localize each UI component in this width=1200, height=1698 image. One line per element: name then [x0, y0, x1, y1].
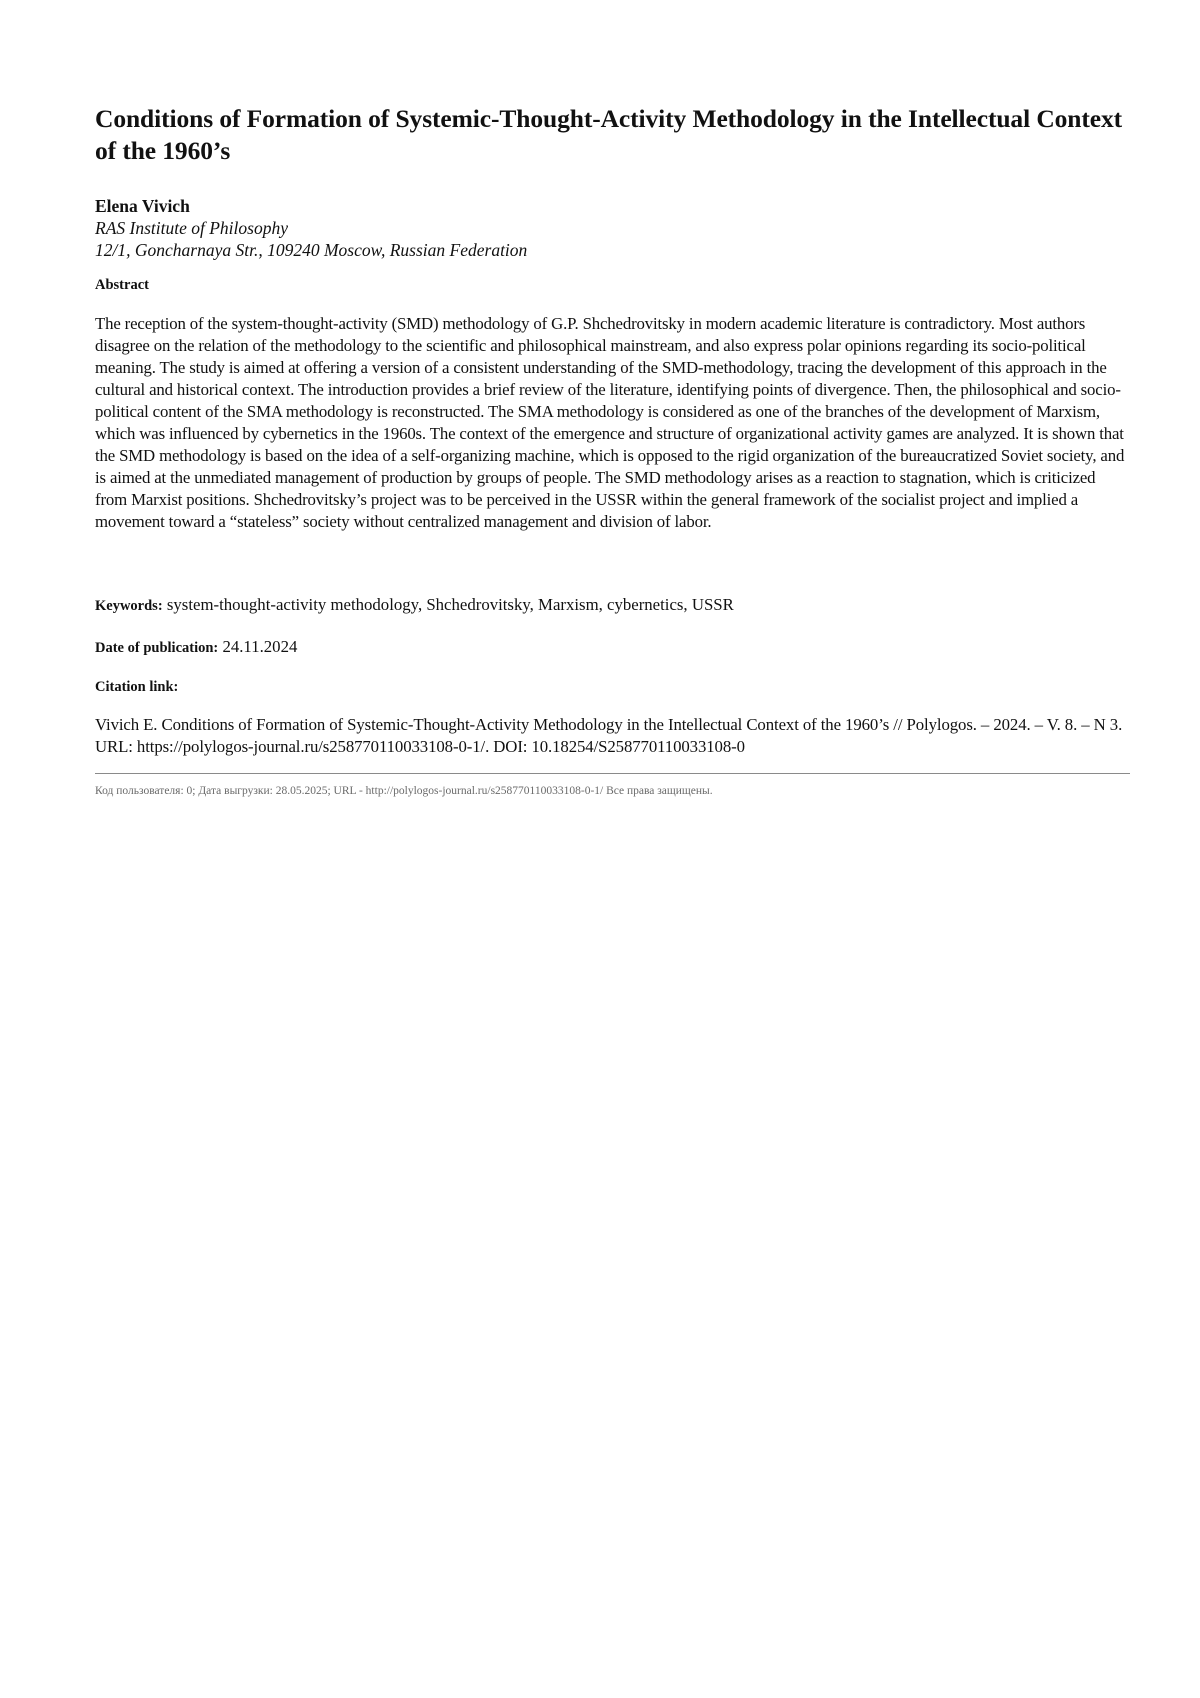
footer-divider	[95, 773, 1130, 774]
author-block	[95, 195, 1130, 261]
article-title: Conditions of Formation of Systemic-Thought-Activity Methodology in the Intellectual Context of the 1960’s	[95, 104, 1123, 165]
keywords-label: Keywords:	[95, 598, 163, 614]
keywords-value: system-thought-activity methodology, Shchedrovitsky, Marxism, cybernetics, USSR	[166, 595, 734, 614]
abstract-text: The reception of the system-thought-activity (SMD) methodology of G.P. Shchedrovitsky in modern academic literature is contradictory. Most authors disagree on the relation of the methodology to the scientific and philosophical mainstream, and also express polar opinions regarding its socio-political meaning. The study is aimed at offering a version of a consistent understanding of the SMD-methodology, tracing the development of this approach in the cultural and historical context. The introduction provides a brief review of the literature, identifying points of divergence. Then, the philosophical and socio-political content of the SMA methodology is reconstructed. The SMA methodology is considered as one of the branches of the development of Marxism, which was influenced by cybernetics in the 1960s. The context of the emergence and structure of organizational activity games are analyzed. It is shown that the SMD methodology is based on the idea of a self-organizing machine, which is opposed to the rigid organization of the bureaucratized Soviet society, and is aimed at the unmediated management of production by groups of people. The SMD methodology arises as a reaction to stagnation, which is criticized from Marxist positions. Shchedrovitsky’s project was to be perceived in the USSR within the general framework of the socialist project and implied a movement toward a “stateless” society without centralized management and division of labor.	[95, 314, 1125, 531]
author-address: 12/1, Goncharnaya Str., 109240 Moscow, Russian Federation	[95, 240, 528, 260]
author-name: Elena Vivich	[95, 196, 190, 216]
publication-date-value: 24.11.2024	[222, 637, 298, 656]
page-footer: Код пользователя: 0; Дата выгрузки: 28.05.2025; URL - http://polylogos-journal.ru/s258770110033108-0-1/ Все права защищены.	[95, 785, 713, 797]
article-page	[95, 103, 1130, 798]
citation-heading: Citation link:	[95, 679, 179, 695]
publication-date-row	[95, 636, 1130, 659]
publication-date-label: Date of publication:	[95, 640, 219, 656]
abstract-heading: Abstract	[95, 277, 149, 293]
citation-text: Vivich E. Conditions of Formation of Systemic-Thought-Activity Methodology in the Intellectual Context of the 1960’s // Polylogos. – 2024. – V. 8. – N 3. URL: https://polylogos-journal.ru/s258770110033108-0-1/. DOI: 10.18254/S258770110033108-0	[95, 715, 1123, 756]
keywords-row	[95, 594, 1130, 617]
author-affiliation: RAS Institute of Philosophy	[95, 218, 288, 238]
